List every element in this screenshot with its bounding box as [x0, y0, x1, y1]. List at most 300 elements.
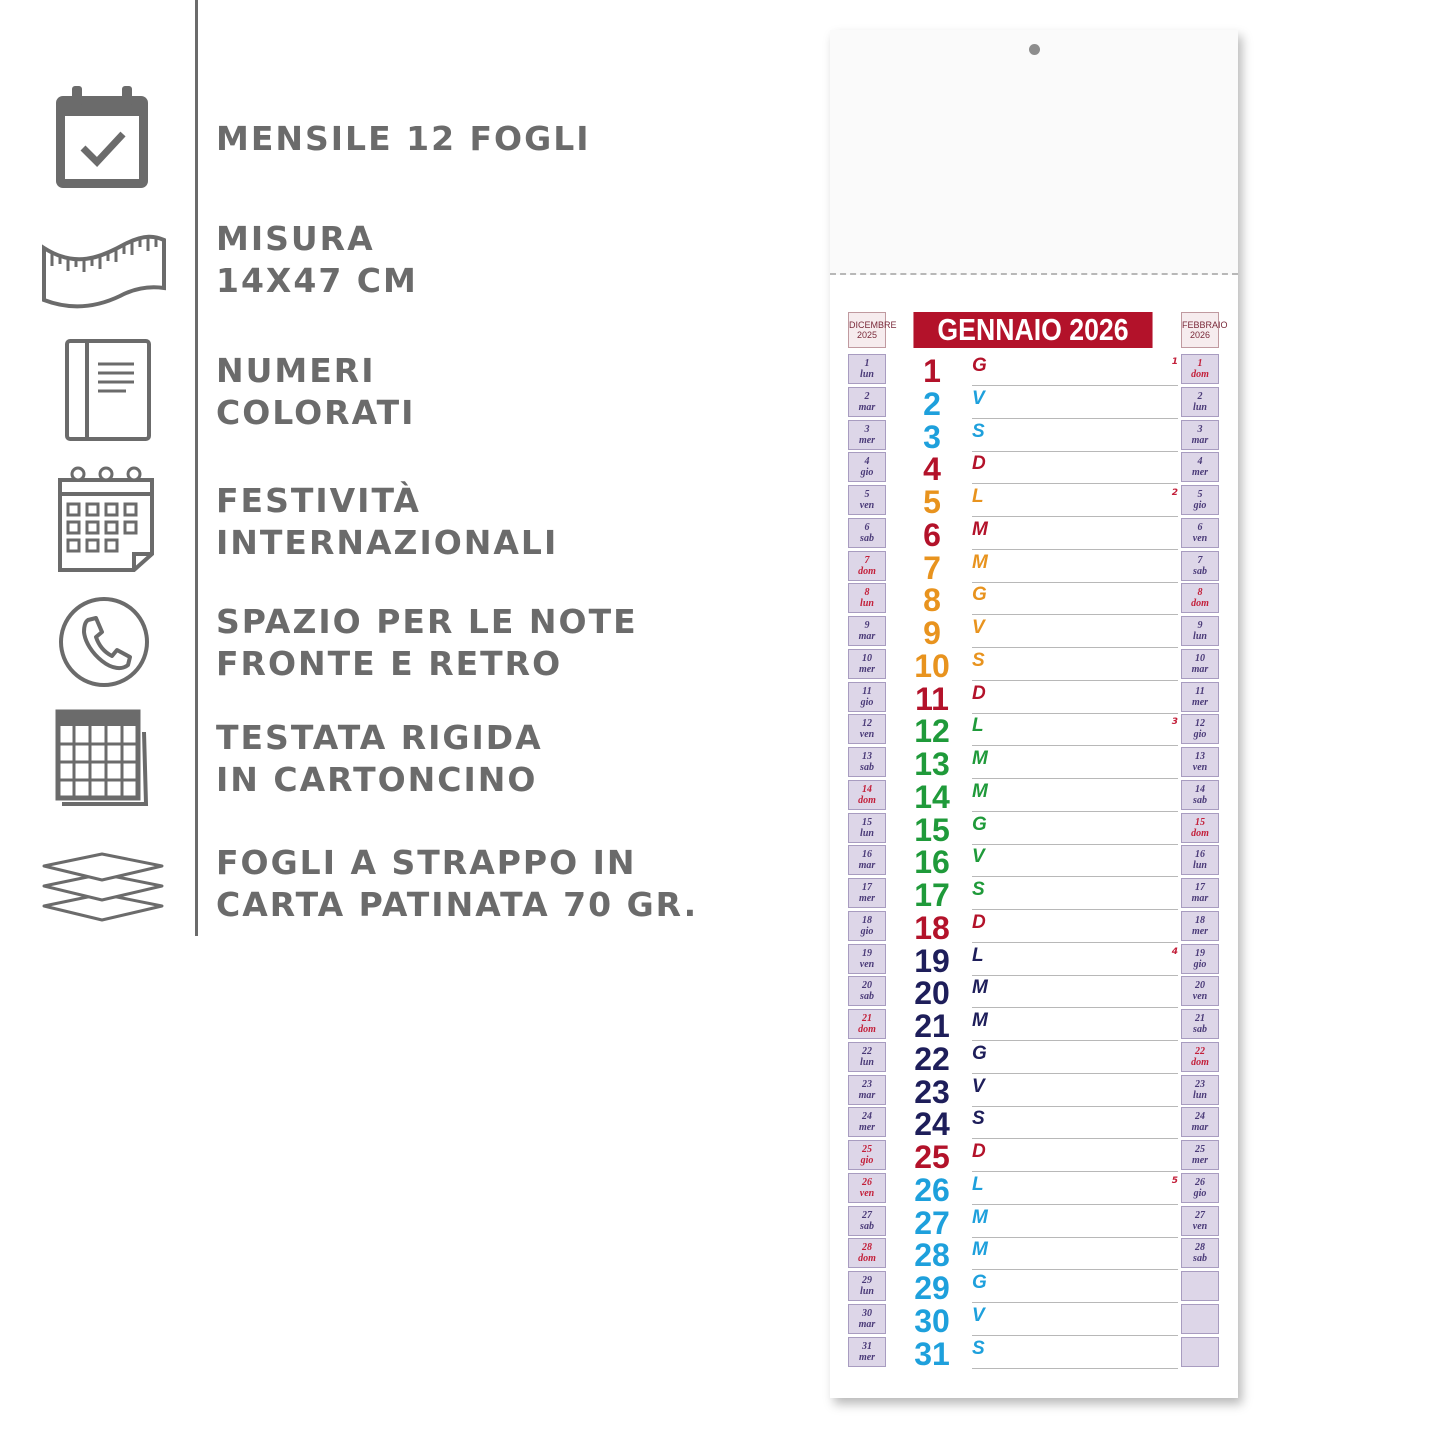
mini-day-cell	[848, 452, 886, 482]
mini-day-cell	[1181, 714, 1219, 744]
mini-day-cell	[1181, 518, 1219, 548]
day-row	[900, 1140, 1180, 1173]
mini-day-weekday: mer	[1191, 925, 1209, 937]
prev-month-header	[848, 312, 897, 348]
mini-day-weekday: sab	[1193, 1253, 1207, 1265]
mini-day-number: 17	[1195, 882, 1205, 893]
paper-stack-icon	[40, 846, 166, 928]
weekday-letter: V	[972, 846, 985, 868]
mini-day-number: 12	[1195, 718, 1205, 730]
mini-day-weekday: ven	[859, 500, 875, 511]
day-row	[900, 682, 1180, 715]
day-row	[900, 1009, 1180, 1042]
day-number: 7	[923, 549, 941, 586]
mini-day-number: 30	[862, 1307, 872, 1319]
day-number: 26	[914, 1171, 950, 1208]
mini-day-number: 8	[864, 587, 870, 599]
mini-day-weekday: sab	[860, 991, 874, 1003]
mini-day-weekday: mer	[1191, 1155, 1209, 1166]
mini-day-weekday: gio	[860, 467, 874, 479]
day-number: 28	[914, 1237, 950, 1274]
week-number: 3	[1171, 717, 1178, 728]
mini-day-number: 11	[1195, 685, 1205, 697]
mini-day-number: 19	[1195, 947, 1205, 959]
mini-day-number: 16	[1195, 849, 1205, 861]
mini-day-weekday: mar	[858, 860, 876, 872]
mini-day-weekday: mer	[858, 893, 876, 904]
mini-day-number: 1	[864, 358, 870, 369]
mini-day-number: 21	[862, 1013, 872, 1024]
mini-day-cell	[848, 1271, 886, 1301]
mini-day-weekday: mer	[858, 663, 876, 675]
day-number: 23	[914, 1073, 950, 1110]
mini-day-number: 25	[1195, 1144, 1205, 1155]
mini-day-number: 29	[862, 1275, 872, 1286]
mini-day-weekday: sab	[1193, 565, 1207, 577]
mini-day-number: 1	[1197, 358, 1203, 369]
mini-day-cell	[1181, 747, 1219, 777]
day-row	[900, 780, 1180, 813]
mini-day-number: 5	[1197, 489, 1203, 500]
mini-day-cell	[848, 387, 886, 417]
mini-day-weekday: dom	[1191, 827, 1209, 839]
mini-day-number: 5	[864, 489, 870, 500]
mini-day-cell	[848, 1173, 886, 1203]
mini-day-weekday: gio	[1193, 500, 1207, 511]
day-row	[900, 713, 1180, 750]
mini-day-weekday: ven	[859, 729, 875, 741]
mini-day-weekday: dom	[858, 565, 876, 577]
day-row	[900, 451, 1180, 488]
mini-day-number: 24	[1195, 1111, 1205, 1123]
mini-day-cell	[848, 944, 886, 974]
weekday-letter: G	[972, 1272, 987, 1293]
mini-day-weekday: lun	[860, 598, 874, 610]
day-number: 11	[915, 680, 949, 717]
mini-day-weekday: dom	[1191, 598, 1209, 610]
wall-calendar	[830, 30, 1238, 1398]
mini-day-weekday: mer	[858, 434, 876, 446]
mini-day-cell	[848, 813, 886, 843]
weekday-letter: D	[972, 682, 986, 704]
mini-day-number: 7	[864, 554, 870, 566]
mini-day-number: 24	[862, 1111, 872, 1123]
mini-day-cell	[1181, 944, 1219, 974]
mini-day-cell	[848, 911, 886, 941]
week-number: 5	[1171, 1175, 1178, 1186]
mini-day-cell	[1181, 354, 1219, 384]
mini-day-weekday: mar	[858, 1318, 876, 1330]
mini-day-weekday: lun	[860, 827, 874, 839]
day-number: 27	[914, 1204, 950, 1241]
day-number: 8	[923, 582, 941, 619]
day-row	[900, 975, 1180, 1012]
weekday-letter: S	[972, 879, 985, 900]
weekday-letter: G	[972, 584, 987, 606]
day-row	[900, 944, 1180, 977]
mini-day-number: 23	[1195, 1078, 1205, 1090]
weekday-letter: S	[972, 420, 985, 442]
day-number: 18	[914, 909, 950, 946]
mini-day-number: 7	[1197, 554, 1203, 566]
mini-day-cell	[848, 1140, 886, 1170]
day-row	[900, 1337, 1180, 1370]
mini-day-number: 6	[1197, 521, 1203, 533]
mini-day-number: 4	[864, 456, 870, 468]
mini-day-cell	[848, 1206, 886, 1236]
day-row	[900, 1271, 1180, 1304]
weekday-letter: M	[972, 748, 988, 769]
mini-day-weekday: mer	[1191, 696, 1209, 708]
week-number: 1	[1171, 357, 1178, 367]
mini-day-weekday: mar	[858, 631, 876, 642]
mini-day-cell	[848, 485, 886, 515]
mini-day-weekday: gio	[1193, 958, 1207, 970]
mini-day-cell	[1181, 420, 1219, 450]
mini-day-number: 18	[1195, 914, 1205, 926]
weekday-letter: L	[972, 486, 984, 507]
weekday-letter: M	[972, 977, 988, 999]
mini-day-cell	[848, 649, 886, 679]
weekday-letter: M	[972, 518, 988, 540]
weekday-letter: L	[972, 944, 984, 966]
day-row	[900, 518, 1180, 551]
mini-day-cell	[848, 551, 886, 581]
mini-day-weekday: mar	[858, 1089, 876, 1101]
mini-day-cell	[1181, 1075, 1219, 1105]
mini-day-cell	[1181, 616, 1219, 646]
next-month-year: 2026	[1189, 330, 1211, 340]
mini-day-number: 26	[1195, 1176, 1205, 1188]
day-number: 29	[914, 1270, 950, 1306]
mini-day-weekday: gio	[860, 1155, 874, 1166]
mini-day-weekday: mar	[1191, 434, 1209, 446]
feature-notes-space: SPAZIO PER LE NOTE FRONTE E RETRO	[216, 602, 638, 683]
day-number: 6	[923, 516, 941, 553]
mini-day-cell	[848, 682, 886, 712]
mini-day-cell	[848, 976, 886, 1006]
mini-day-cell	[1181, 813, 1219, 843]
weekday-letter: M	[972, 780, 988, 802]
mini-day-weekday: mar	[1191, 1122, 1209, 1134]
mini-day-weekday: gio	[1193, 729, 1207, 741]
day-number: 10	[914, 647, 950, 684]
day-number: 21	[914, 1008, 950, 1044]
mini-day-cell	[848, 1075, 886, 1105]
mini-day-weekday: sab	[860, 532, 874, 544]
day-row	[900, 911, 1180, 944]
weekday-letter: M	[972, 1206, 988, 1228]
feature-size: MISURA 14X47 CM	[216, 219, 418, 300]
mini-day-cell	[1181, 1107, 1219, 1137]
mini-day-weekday: lun	[1193, 631, 1207, 642]
weekday-letter: D	[972, 1141, 986, 1162]
day-number: 2	[923, 385, 941, 422]
weekday-letter: M	[972, 551, 988, 573]
day-row	[900, 551, 1180, 584]
mini-day-weekday: ven	[1192, 1220, 1208, 1232]
mini-day-number: 22	[862, 1045, 872, 1057]
mini-day-number: 14	[862, 783, 872, 795]
weekday-letter: V	[972, 1075, 985, 1097]
weekday-letter: S	[972, 649, 985, 671]
weekday-letter: S	[972, 1108, 985, 1130]
weekday-letter: M	[972, 1239, 988, 1261]
calendar-grid-icon	[54, 464, 158, 576]
mini-day-weekday: sab	[860, 762, 874, 773]
mini-day-cell	[1181, 878, 1219, 908]
day-number: 9	[923, 615, 941, 651]
mini-day-number: 15	[1195, 816, 1205, 828]
mini-day-cell	[1181, 1173, 1219, 1203]
measuring-tape-icon	[40, 228, 170, 312]
mini-day-number: 19	[862, 947, 872, 959]
mini-day-cell	[848, 518, 886, 548]
mini-day-number: 21	[1195, 1013, 1205, 1024]
mini-day-cell	[1181, 1206, 1219, 1236]
feature-rigid-header: TESTATA RIGIDA IN CARTONCINO	[216, 718, 543, 799]
mini-day-cell	[848, 1009, 886, 1039]
week-number: 4	[1171, 946, 1178, 957]
day-number: 25	[914, 1139, 950, 1175]
mini-day-weekday: ven	[859, 1187, 875, 1199]
mini-day-weekday: lun	[860, 369, 874, 380]
feature-colored-numbers: NUMERI COLORATI	[216, 351, 416, 432]
day-number: 17	[914, 877, 950, 913]
mini-day-number: 13	[862, 751, 872, 762]
weekday-letter: D	[972, 911, 986, 933]
mini-day-cell	[1181, 682, 1219, 712]
mini-day-number: 18	[862, 914, 872, 926]
mini-day-cell	[1181, 583, 1219, 613]
mini-day-number: 27	[862, 1209, 872, 1221]
mini-day-number: 25	[862, 1144, 872, 1155]
mini-day-cell	[848, 1238, 886, 1268]
mini-day-cell	[1181, 649, 1219, 679]
divider-line	[195, 0, 198, 936]
mini-day-number: 9	[1197, 620, 1203, 631]
mini-day-cell	[848, 583, 886, 613]
day-number: 15	[914, 811, 950, 848]
day-number: 24	[914, 1106, 950, 1143]
hanging-hole	[1029, 44, 1040, 55]
mini-day-cell	[1181, 452, 1219, 482]
day-row	[900, 844, 1180, 881]
day-row	[900, 387, 1180, 420]
month-title: GENNAIO 2026	[913, 312, 1152, 348]
day-row	[900, 354, 1180, 387]
mini-day-number: 14	[1195, 783, 1205, 795]
mini-day-weekday: ven	[859, 958, 875, 970]
mini-day-number: 13	[1195, 751, 1205, 762]
mini-day-weekday: dom	[858, 1024, 876, 1035]
day-row	[900, 1237, 1180, 1274]
mini-day-cell	[1181, 1238, 1219, 1268]
prev-month-year: 2025	[856, 330, 878, 340]
day-number: 20	[914, 975, 950, 1012]
feature-monthly-sheets: MENSILE 12 FOGLI	[216, 119, 591, 158]
day-number: 13	[914, 746, 950, 782]
weekday-letter: L	[972, 1173, 984, 1195]
mini-day-weekday: ven	[1192, 762, 1208, 773]
day-number: 3	[923, 418, 941, 455]
mini-day-number: 11	[862, 685, 872, 697]
mini-day-number: 23	[862, 1078, 872, 1090]
mini-day-cell	[848, 780, 886, 810]
weekday-letter: L	[972, 715, 984, 737]
mini-day-weekday: lun	[860, 1056, 874, 1068]
mini-day-cell	[1181, 976, 1219, 1006]
mini-day-number: 31	[862, 1340, 872, 1352]
day-number: 12	[914, 713, 950, 750]
day-number: 4	[923, 451, 941, 488]
mini-day-cell	[848, 420, 886, 450]
mini-day-number: 10	[862, 652, 872, 664]
day-row	[900, 582, 1180, 619]
mini-day-weekday: ven	[1192, 991, 1208, 1003]
day-number: 1	[923, 353, 941, 389]
day-row	[900, 616, 1180, 649]
weekday-letter: G	[972, 1042, 987, 1064]
mini-day-cell	[848, 1107, 886, 1137]
day-row	[900, 878, 1180, 911]
note-line	[972, 1368, 1178, 1369]
mini-day-number: 9	[864, 620, 870, 631]
day-row	[900, 485, 1180, 518]
mini-empty-cell	[1181, 1271, 1219, 1301]
mini-day-cell	[1181, 911, 1219, 941]
mini-day-weekday: sab	[1193, 794, 1207, 806]
mini-day-number: 20	[1195, 980, 1205, 992]
mini-day-cell	[848, 845, 886, 875]
weekday-letter: M	[972, 1010, 988, 1031]
tear-off-calendar-icon	[54, 708, 150, 810]
mini-day-weekday: ven	[1192, 532, 1208, 544]
mini-day-weekday: lun	[1193, 401, 1207, 413]
mini-day-weekday: mar	[858, 401, 876, 413]
feature-holidays: FESTIVITÀ INTERNAZIONALI	[216, 481, 559, 562]
phone-icon	[56, 594, 152, 690]
mini-day-cell	[1181, 1009, 1219, 1039]
week-number: 2	[1171, 488, 1178, 498]
mini-day-number: 3	[864, 423, 870, 435]
mini-day-weekday: mar	[1191, 893, 1209, 904]
weekday-letter: V	[972, 387, 985, 409]
mini-day-cell	[848, 714, 886, 744]
mini-day-cell	[1181, 845, 1219, 875]
mini-day-weekday: mer	[858, 1122, 876, 1134]
mini-day-weekday: gio	[860, 696, 874, 708]
feature-tear-off-paper: FOGLI A STRAPPO IN CARTA PATINATA 70 GR.	[216, 843, 699, 924]
weekday-letter: D	[972, 453, 986, 475]
day-number: 16	[914, 844, 950, 881]
mini-day-weekday: dom	[1191, 369, 1209, 380]
mini-day-cell	[1181, 485, 1219, 515]
mini-day-cell	[848, 1042, 886, 1072]
next-month-name: FEBBRAIO	[1182, 320, 1228, 330]
mini-day-cell	[848, 616, 886, 646]
mini-day-number: 26	[862, 1176, 872, 1188]
mini-day-number: 28	[1195, 1242, 1205, 1254]
day-row	[900, 649, 1180, 682]
mini-day-weekday: dom	[858, 794, 876, 806]
day-number: 31	[914, 1335, 950, 1372]
mini-day-weekday: lun	[860, 1286, 874, 1297]
day-number: 14	[914, 778, 950, 815]
weekday-letter: G	[972, 355, 987, 376]
mini-day-number: 3	[1197, 423, 1203, 435]
day-number: 5	[923, 484, 941, 520]
day-row	[900, 1304, 1180, 1337]
mini-day-number: 22	[1195, 1045, 1205, 1057]
prev-month-name: DICEMBRE	[849, 320, 897, 330]
mini-day-cell	[1181, 551, 1219, 581]
mini-empty-cell	[1181, 1304, 1219, 1334]
mini-day-number: 8	[1197, 587, 1203, 599]
mini-day-weekday: dom	[1191, 1056, 1209, 1068]
day-row	[900, 813, 1180, 846]
mini-day-cell	[848, 747, 886, 777]
day-row	[900, 420, 1180, 453]
day-number: 30	[914, 1302, 950, 1339]
day-row	[900, 1106, 1180, 1143]
calendar-check-icon	[52, 84, 152, 192]
mini-day-number: 12	[862, 718, 872, 730]
mini-day-weekday: mer	[858, 1351, 876, 1363]
mini-day-cell	[848, 354, 886, 384]
mini-day-weekday: sab	[860, 1220, 874, 1232]
mini-day-cell	[848, 1337, 886, 1367]
mini-day-cell	[1181, 1140, 1219, 1170]
day-row	[900, 747, 1180, 780]
day-number: 22	[914, 1040, 950, 1077]
mini-day-weekday: dom	[858, 1253, 876, 1265]
mini-day-cell	[1181, 387, 1219, 417]
mini-day-number: 28	[862, 1242, 872, 1254]
weekday-letter: S	[972, 1337, 985, 1359]
mini-day-cell	[1181, 1042, 1219, 1072]
day-row	[900, 1075, 1180, 1108]
mini-day-weekday: gio	[1193, 1187, 1207, 1199]
mini-day-number: 15	[862, 816, 872, 828]
mini-day-cell	[848, 1304, 886, 1334]
weekday-letter: G	[972, 813, 987, 835]
mini-day-weekday: sab	[1193, 1024, 1207, 1035]
mini-day-weekday: gio	[860, 925, 874, 937]
mini-day-number: 20	[862, 980, 872, 992]
mini-empty-cell	[1181, 1337, 1219, 1367]
mini-day-weekday: mer	[1191, 467, 1209, 479]
mini-day-number: 27	[1195, 1209, 1205, 1221]
mini-day-weekday: lun	[1193, 860, 1207, 872]
mini-day-weekday: lun	[1193, 1089, 1207, 1101]
mini-day-number: 10	[1195, 652, 1205, 664]
day-number: 19	[914, 942, 950, 979]
mini-day-number: 17	[862, 882, 872, 893]
notebook-icon	[62, 336, 154, 444]
calendar-sheet	[830, 275, 1238, 1398]
mini-day-cell	[848, 878, 886, 908]
mini-day-number: 4	[1197, 456, 1203, 468]
weekday-letter: V	[972, 617, 985, 638]
mini-day-number: 2	[1197, 390, 1203, 402]
mini-day-weekday: mar	[1191, 663, 1209, 675]
mini-day-number: 6	[864, 521, 870, 533]
day-row	[900, 1206, 1180, 1239]
day-row	[900, 1173, 1180, 1206]
mini-day-number: 2	[864, 390, 870, 402]
day-row	[900, 1042, 1180, 1075]
